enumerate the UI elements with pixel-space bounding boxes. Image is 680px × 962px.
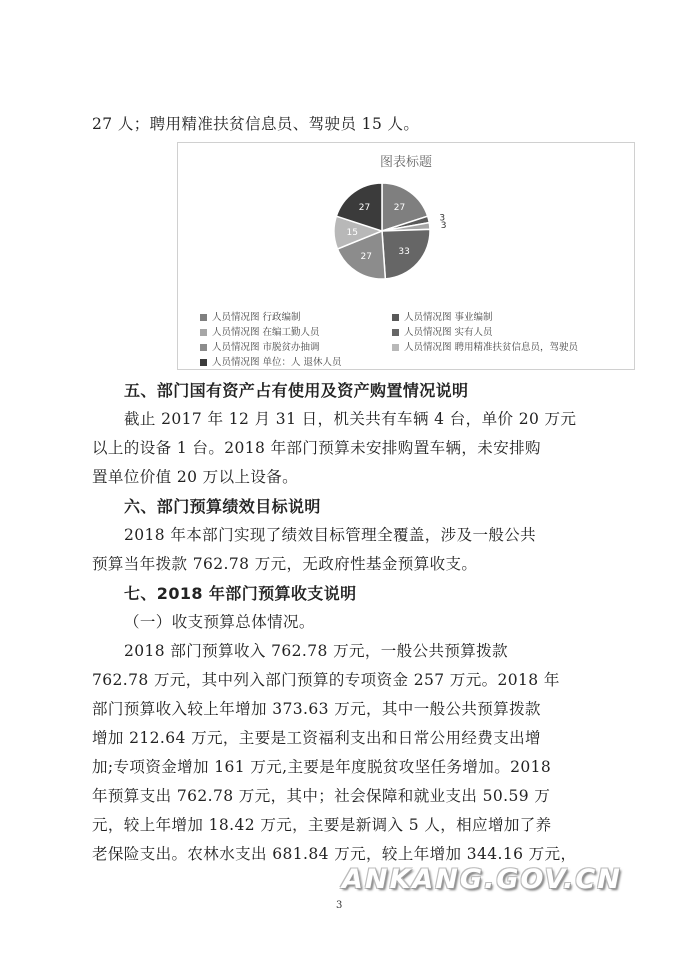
legend-swatch: [200, 329, 207, 336]
paragraph-line: 增加 212.64 万元，主要是工资福利支出和日常公用经费支出增: [92, 729, 541, 747]
paragraph-line: 置单位价值 20 万以上设备。: [92, 468, 299, 486]
paragraph-line: 老保险支出。农林水支出 681.84 万元，较上年增加 344.16 万元，: [92, 845, 577, 863]
pie-data-label: 27: [358, 202, 371, 213]
paragraph-line: 762.78 万元，其中列入部门预算的专项资金 257 万元。2018 年: [92, 671, 560, 689]
legend-swatch: [200, 314, 207, 321]
subsection-heading: （一）收支预算总体情况。: [124, 613, 315, 631]
paragraph-line: 截止 2017 年 12 月 31 日，机关共有车辆 4 台，单价 20 万元: [124, 410, 577, 428]
pie-svg: [178, 165, 634, 325]
paragraph-line: 2018 部门预算收入 762.78 万元，一般公共预算拨款: [124, 642, 508, 660]
paragraph-line: 预算当年拨款 762.78 万元，无政府性基金预算收支。: [92, 555, 478, 573]
legend-swatch: [200, 359, 207, 366]
pie-data-label: 3: [439, 213, 446, 224]
legend-item: [200, 339, 320, 353]
legend-label: 人员情况图 市脱贫办抽调: [212, 342, 320, 353]
section-heading-7: 七、2018 年部门预算收支说明: [124, 584, 357, 603]
legend-swatch: [392, 329, 399, 336]
legend-label: 人员情况图 事业编制: [404, 312, 493, 323]
legend-item: [200, 354, 342, 368]
paragraph-line: 2018 年本部门实现了绩效目标管理全覆盖，涉及一般公共: [124, 526, 537, 544]
pie-data-label: 27: [393, 202, 406, 213]
paragraph-line: 以上的设备 1 台。2018 年部门预算未安排购置车辆，未安排购: [92, 439, 541, 457]
watermark: ANKANG.GOV.CN: [342, 864, 622, 895]
legend-label: 人员情况图 单位：人 退休人员: [212, 357, 342, 368]
legend-item: [200, 324, 320, 338]
section-heading-6: 六、部门预算绩效目标说明: [124, 497, 321, 516]
legend-label: 人员情况图 行政编制: [212, 312, 301, 323]
pie-chart: [177, 142, 635, 370]
pie-data-label: 27: [360, 252, 372, 263]
paragraph-line: 元，较上年增加 18.42 万元，主要是新调入 5 人，相应增加了养: [92, 816, 552, 834]
pie-data-label: 33: [398, 246, 410, 257]
legend-swatch: [392, 314, 399, 321]
legend-item: [392, 339, 578, 353]
pie-data-label: 15: [346, 228, 358, 239]
section-heading-5: 五、部门国有资产占有使用及资产购置情况说明: [124, 381, 469, 400]
page-number: 3: [336, 900, 343, 911]
legend-label: 人员情况图 在编工勤人员: [212, 327, 320, 338]
paragraph-line: 部门预算收入较上年增加 373.63 万元，其中一般公共预算拨款: [92, 700, 541, 718]
legend-label: 人员情况图 实有人员: [404, 327, 493, 338]
legend-swatch: [200, 344, 207, 351]
legend-swatch: [392, 344, 399, 351]
paragraph-line: 年预算支出 762.78 万元，其中；社会保障和就业支出 50.59 万: [92, 787, 551, 805]
pie-data-label: 3: [440, 221, 447, 232]
legend-item: [392, 324, 493, 338]
legend-item: [392, 309, 493, 323]
paragraph-line: 加;专项资金增加 161 万元,主要是年度脱贫攻坚任务增加。2018: [92, 758, 552, 776]
legend-label: 人员情况图 聘用精准扶贫信息员，驾驶员: [404, 342, 579, 353]
paragraph-line: 27 人；聘用精准扶贫信息员、驾驶员 15 人。: [92, 115, 420, 133]
legend-item: [200, 309, 301, 323]
chart-title: 图表标题: [379, 155, 432, 170]
